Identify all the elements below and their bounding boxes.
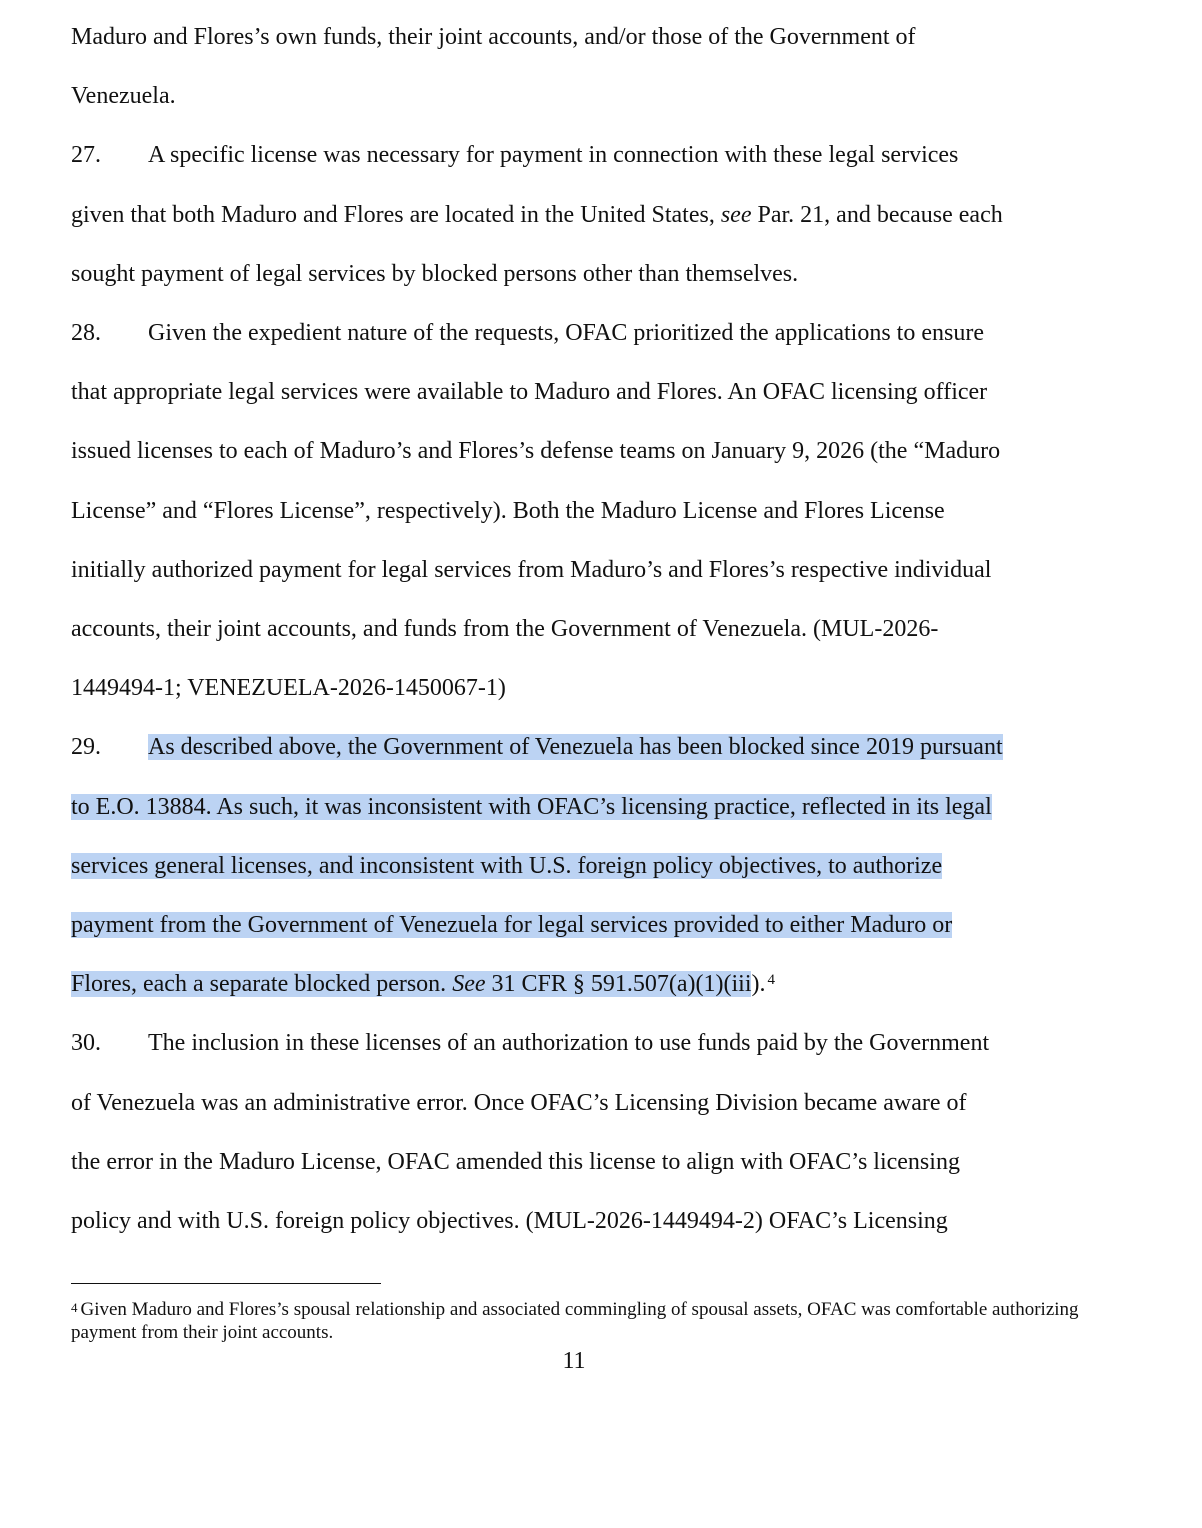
text-line: License” and “Flores License”, respectively). Both the Maduro License and Flores License — [71, 497, 945, 524]
text-line: Venezuela. — [71, 83, 176, 110]
page-number: 11 — [562, 1348, 586, 1374]
paragraph-29 — [71, 718, 1131, 1014]
highlighted-text[interactable]: 31 CFR § 591.507(a)(1)(iii — [485, 971, 752, 998]
footnote — [71, 1298, 1131, 1344]
footnote-separator — [71, 1283, 381, 1284]
highlighted-text[interactable]: to E.O. 13884. As such, it was inconsistent with OFAC’s licensing practice, reflected in its legal — [71, 793, 992, 820]
text-line: The inclusion in these licenses of an authorization to use funds paid by the Government — [148, 1030, 990, 1057]
footnote-reference[interactable]: 4 — [767, 972, 775, 989]
highlighted-text[interactable]: services general licenses, and inconsistent with U.S. foreign policy objectives, to authorize — [71, 852, 943, 879]
paragraph-27 — [71, 126, 1131, 304]
text-line: that appropriate legal services were available to Maduro and Flores. An OFAC licensing officer — [71, 379, 988, 406]
paragraph-number: 30. — [71, 1030, 101, 1057]
paragraph-number: 28. — [71, 320, 101, 347]
paragraph-28 — [71, 304, 1131, 718]
paragraph-number: 27. — [71, 142, 101, 169]
text-line: given that both Maduro and Flores are located in the United States, — [71, 201, 721, 228]
paragraph-30 — [71, 1014, 1131, 1251]
continuation-text — [71, 8, 1131, 126]
text-line: of Venezuela was an administrative error. Once OFAC’s Licensing Division became aware of — [71, 1089, 967, 1116]
text-line: Par. 21, and because each — [751, 201, 1003, 228]
citation-signal: see — [720, 201, 752, 228]
paragraph-number: 29. — [71, 734, 101, 761]
text-line: Given the expedient nature of the requests, OFAC prioritized the applications to ensure — [148, 320, 984, 347]
highlighted-text[interactable]: Flores, each a separate blocked person. — [71, 971, 453, 998]
footnote-mark: 4 — [71, 1300, 78, 1315]
text-line: accounts, their joint accounts, and funds from the Government of Venezuela. (MUL-2026- — [71, 616, 939, 643]
text-line: the error in the Maduro License, OFAC amended this license to align with OFAC’s licensing — [71, 1148, 960, 1175]
document-body — [71, 8, 1131, 1251]
highlighted-text[interactable]: payment from the Government of Venezuela for legal services provided to either Maduro or — [71, 912, 953, 939]
text-line: ). — [751, 971, 766, 998]
highlighted-text[interactable]: As described above, the Government of Venezuela has been blocked since 2019 pursuant — [148, 734, 1003, 761]
text-line: 1449494-1; VENEZUELA-2026-1450067-1) — [71, 675, 506, 702]
footnote-text: Given Maduro and Flores’s spousal relationship and associated commingling of spousal assets, OFAC was comfortable authorizing payment from their joint accounts. — [71, 1299, 1079, 1343]
text-line: sought payment of legal services by blocked persons other than themselves. — [71, 260, 799, 287]
text-line: issued licenses to each of Maduro’s and Flores’s defense teams on January 9, 2026 (the “Maduro — [71, 438, 1001, 465]
text-line: policy and with U.S. foreign policy objectives. (MUL-2026-1449494-2) OFAC’s Licensing — [71, 1208, 948, 1235]
text-line: initially authorized payment for legal services from Maduro’s and Flores’s respective individual — [71, 556, 992, 583]
text-line: A specific license was necessary for payment in connection with these legal services — [148, 142, 959, 169]
text-line: Maduro and Flores’s own funds, their joint accounts, and/or those of the Government of — [71, 24, 916, 50]
citation-signal[interactable]: See — [452, 971, 486, 998]
